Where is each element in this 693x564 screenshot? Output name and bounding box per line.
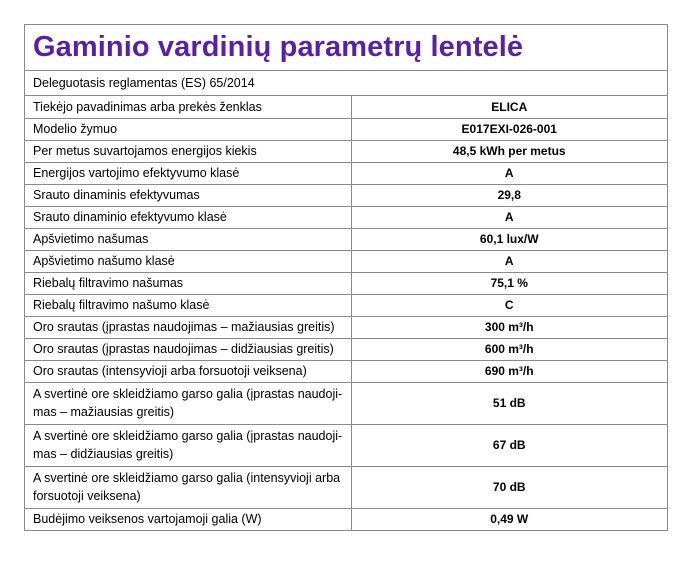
parameter-label: Apšvietimo našumo klasė — [25, 250, 351, 272]
parameter-value: 60,1 lux/W — [351, 228, 667, 250]
parameter-value: 300 m³/h — [351, 316, 667, 338]
parameter-value: 690 m³/h — [351, 360, 667, 382]
parameter-label: Apšvietimo našumas — [25, 228, 351, 250]
parameter-label: Oro srautas (įprastas naudojimas – mažiausias greitis) — [25, 316, 351, 338]
parameter-label: Budėjimo veiksenos vartojamoji galia (W) — [25, 508, 351, 530]
parameter-label: Srauto dinaminis efektyvumas — [25, 184, 351, 206]
parameter-label: Energijos vartojimo efektyvumo klasė — [25, 162, 351, 184]
table-row — [25, 228, 667, 250]
parameter-value: A — [351, 162, 667, 184]
parameter-value: 70 dB — [351, 466, 667, 508]
table-row — [25, 316, 667, 338]
title-cell — [25, 25, 667, 71]
parameter-label: Oro srautas (intensyvioji arba forsuotoji veiksena) — [25, 360, 351, 382]
document-title: Gaminio vardinių parametrų lentelė — [33, 31, 524, 63]
parameter-value: 0,49 W — [490, 512, 529, 527]
parameter-value: A — [351, 250, 667, 272]
table-row — [25, 272, 667, 294]
table-row — [25, 184, 667, 206]
table-row — [25, 250, 667, 272]
parameter-value: 48,5 kWh per metus — [351, 140, 667, 162]
table-row — [25, 96, 667, 118]
parameter-label: Riebalų filtravimo našumas — [25, 272, 351, 294]
parameter-label: A svertinė ore skleidžiamo garso galia (įprastas naudoji- mas – mažiausias greitis) — [25, 382, 351, 424]
table-row — [25, 382, 667, 424]
table-row — [25, 118, 667, 140]
table-row — [25, 508, 667, 530]
parameter-value: ELICA — [351, 96, 667, 118]
parameter-label: Oro srautas (įprastas naudojimas – didžiausias greitis) — [25, 338, 351, 360]
parameter-label: Riebalų filtravimo našumo klasė — [25, 294, 351, 316]
parameter-label: A svertinė ore skleidžiamo garso galia (intensyvioji arba forsuotoji veiksena) — [25, 466, 351, 508]
table-row — [25, 162, 667, 184]
parameter-value: A — [351, 206, 667, 228]
parameter-label: Modelio žymuo — [25, 118, 351, 140]
parameter-value: 51 dB — [351, 382, 667, 424]
parameter-label: Per metus suvartojamos energijos kiekis — [25, 140, 351, 162]
parameters-table-body — [25, 96, 667, 530]
parameter-value: C — [351, 294, 667, 316]
table-row — [25, 140, 667, 162]
table-row — [25, 360, 667, 382]
parameter-label: Srauto dinaminio efektyvumo klasė — [25, 206, 351, 228]
energy-label-sheet — [24, 24, 668, 531]
parameter-value: 29,8 — [351, 184, 667, 206]
parameter-value: 67 dB — [351, 424, 667, 466]
parameters-table — [25, 96, 667, 530]
table-row — [25, 338, 667, 360]
parameter-label: A svertinė ore skleidžiamo garso galia (įprastas naudoji- mas – didžiausias greitis) — [25, 424, 351, 466]
table-row — [25, 466, 667, 508]
parameter-value: E017EXI-026-001 — [351, 118, 667, 140]
parameter-label: Tiekėjo pavadinimas arba prekės ženklas — [25, 96, 351, 118]
parameter-value: 600 m³/h — [351, 338, 667, 360]
table-row — [25, 424, 667, 466]
parameter-value: 75,1 % — [351, 272, 667, 294]
table-row — [25, 206, 667, 228]
table-row — [25, 294, 667, 316]
regulation-reference: Deleguotasis reglamentas (ES) 65/2014 — [25, 71, 667, 96]
